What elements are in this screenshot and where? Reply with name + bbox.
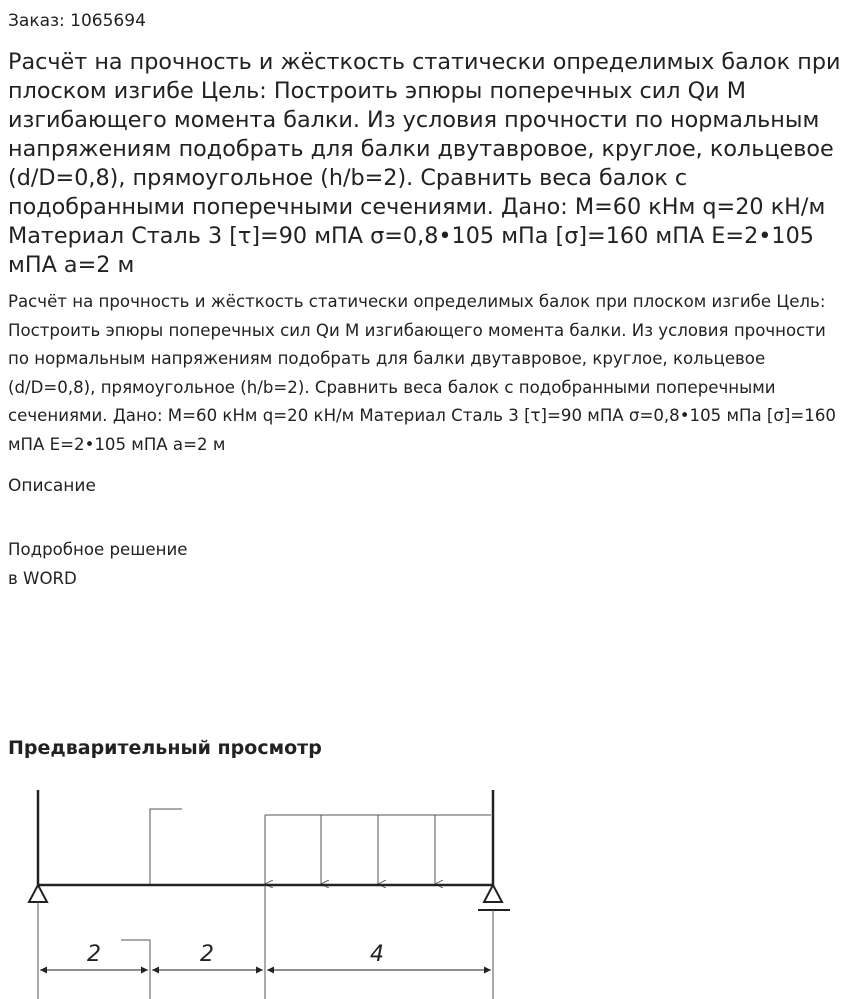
preview-heading: Предварительный просмотр bbox=[8, 737, 322, 759]
order-number: Заказ: 1065694 bbox=[8, 11, 146, 31]
description-line: в WORD bbox=[8, 569, 77, 588]
dimension-label: 2 bbox=[87, 942, 101, 967]
description-body bbox=[8, 535, 188, 593]
order-summary: Расчёт на прочность и жёсткость статически определимых балок при плоском изгибе Цель: Построить эпюры поперечных сил Qи М изгибающего момента балки. Из условия прочности по нормальным напряжениям подобрать для балки двутавровое, круглое, кольцевое (d/D=0,8), прямоугольное (h/b=2). Сравнить веса балок с подобранными поперечными сечениями. Дано: М=60 кНм q=20 кН/м Материал Сталь 3 [τ]=90 мПА σ=0,8•105 мПа [σ]=160 мПА Е=2•105 мПА а=2 м bbox=[8, 292, 836, 454]
preview-image bbox=[0, 780, 560, 999]
description-heading: Описание bbox=[8, 476, 96, 496]
right-support bbox=[478, 885, 510, 910]
page-title: Расчёт на прочность и жёсткость статически определимых балок при плоском изгибе Цель: Построить эпюры поперечных сил Qи М изгибающего момента балки. Из условия прочности по нормальным напряжениям подобрать для балки двутавровое, круглое, кольцевое (d/D=0,8), прямоугольное (h/b=2). Сравнить веса балок с подобранными поперечными сечениями. Дано: М=60 кНм q=20 кН/м Материал Сталь 3 [τ]=90 мПА σ=0,8•105 мПа [σ]=160 мПА Е=2•105 мПА а=2 м bbox=[8, 49, 841, 278]
description-line: Подробное решение bbox=[8, 540, 188, 559]
dimension-label: 2 bbox=[200, 942, 214, 967]
beam-diagram bbox=[0, 780, 560, 999]
left-support bbox=[29, 885, 47, 902]
distributed-load bbox=[265, 815, 491, 885]
moment-top-mark bbox=[150, 809, 182, 885]
dimension-label: 4 bbox=[370, 942, 384, 967]
